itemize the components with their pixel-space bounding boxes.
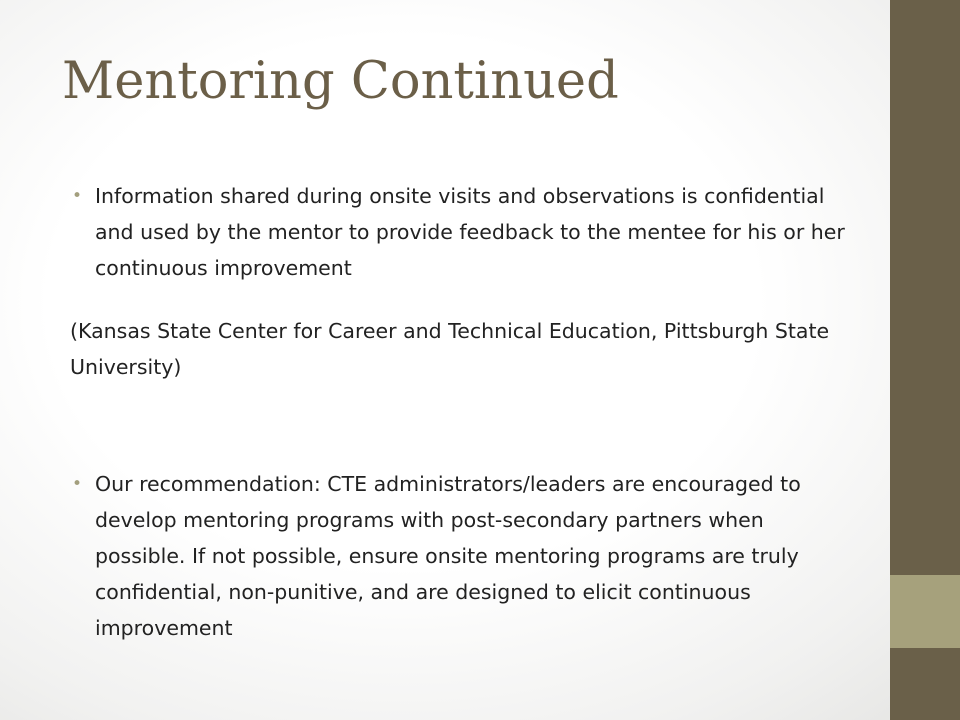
citation: (Kansas State Center for Career and Technical Education, Pittsburgh State University) [70, 319, 830, 379]
bullet-dot-icon: • [72, 474, 83, 494]
bullet-item-confidentiality [70, 178, 860, 286]
slide-content [70, 178, 860, 646]
spacer [70, 385, 860, 466]
bullet-dot-icon: • [72, 186, 83, 206]
slide-title: Mentoring Continued [62, 52, 619, 111]
bullet-text: Our recommendation: CTE administrators/leaders are encouraged to develop mentoring programs with post-secondary partners when possible. If not possible, ensure onsite mentoring programs are truly confidential, non-punitive, and are designed to elicit continuous improvement [95, 472, 801, 640]
sidebar-accent-block [890, 575, 960, 648]
bullet-item-recommendation [70, 466, 860, 646]
bullet-text: Information shared during onsite visits and observations is confidential and used by the mentor to provide feedback to the mentee for his or her continuous improvement [95, 184, 845, 280]
